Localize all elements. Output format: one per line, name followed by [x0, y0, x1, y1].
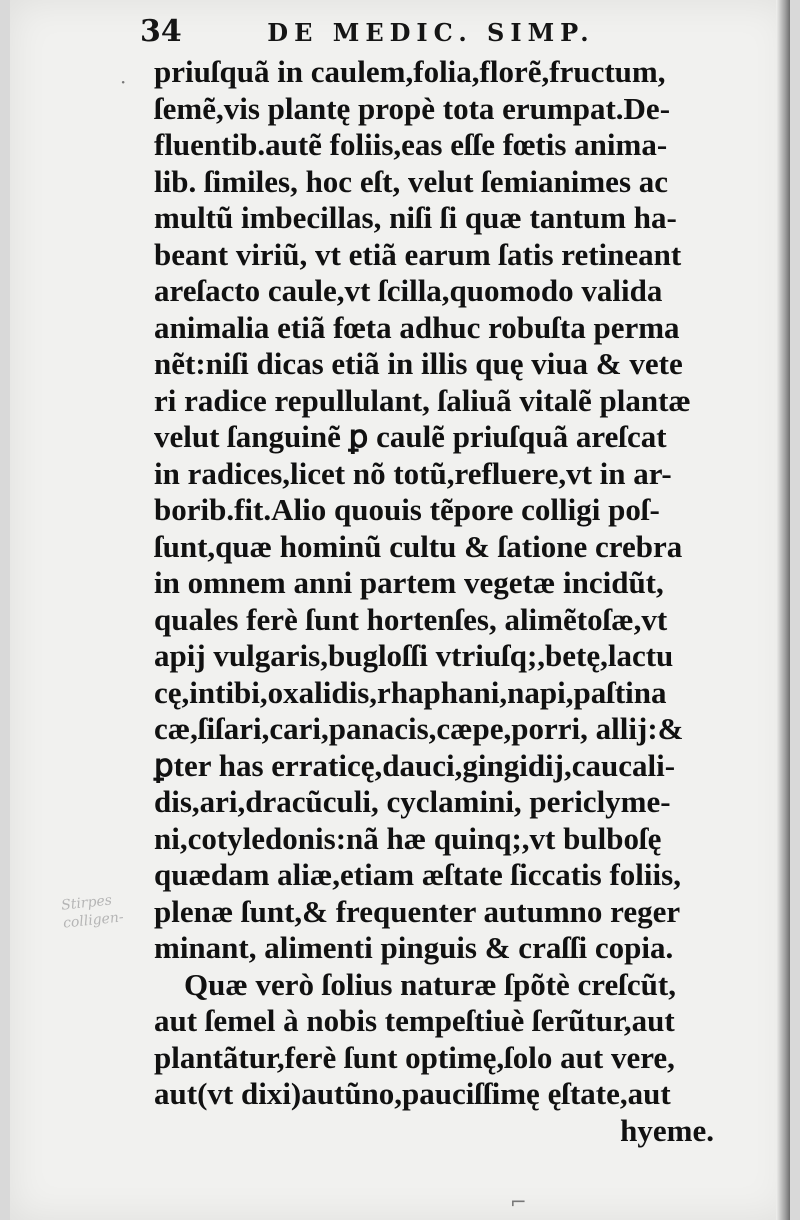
book-page — [10, 0, 790, 1220]
text-line: ſemẽ,vis plantę propè tota erumpat.De- — [154, 90, 671, 126]
text-line: multũ imbecillas, niſi ſi quæ tantum ha- — [154, 200, 677, 235]
text-line: ri radice repullulant, ſaliuã vitalẽ plantæ — [154, 382, 691, 418]
text-line: priuſquã in caulem,folia,florẽ,fructum, — [154, 54, 666, 89]
running-title: DE MEDIC. SIMP. — [267, 18, 595, 47]
running-head — [140, 14, 595, 49]
text-line-final: hyeme. — [620, 1112, 714, 1148]
text-line: fluentib.autẽ foliis,eas eſſe fœtis anima- — [154, 127, 668, 162]
text-line: plantãtur,ferè ſunt optimę,ſolo aut vere, — [154, 1039, 675, 1075]
text-line: nẽt:niſi dicas etiã in illis quę viua & vete — [154, 346, 683, 381]
text-line: borib.fit.Alio quouis tẽpore colligi poſ- — [154, 492, 660, 527]
text-line: cę,intibi,oxalidis,rhaphani,napi,paſtina — [154, 674, 667, 710]
text-line: beant viriũ, vt etiã earum ſatis retineant — [154, 236, 682, 272]
text-line: areſacto caule,vt ſcilla,quomodo valida — [154, 273, 663, 308]
text-line: aut(vt dixi)autũno,pauciſſimę ęſtate,aut — [154, 1076, 671, 1111]
text-line: ꝑter has erraticę,dauci,gingidij,caucali- — [154, 747, 676, 783]
page-number: 34 — [140, 14, 182, 49]
ink-mark: · — [120, 70, 127, 94]
text-line: in radices,licet nõ totũ,refluere,vt in ar- — [154, 455, 672, 491]
text-line: ni,cotyledonis:nã hæ quinq;,vt bulboſę — [154, 820, 662, 856]
text-line: aut ſemel à nobis tempeſtiuè ſerũtur,aut — [154, 1003, 675, 1038]
text-line: dis,ari,dracũculi, cyclamini, periclyme- — [154, 784, 671, 819]
margin-note: Stirpes colligen- — [60, 892, 125, 932]
text-line: velut ſanguinẽ ꝑ caulẽ priuſquã areſcat — [154, 419, 667, 454]
text-line: cæ,ſiſari,cari,panacis,cæpe,porri, allij:& — [154, 711, 684, 746]
text-line: quædam aliæ,etiam æſtate ſiccatis foliis, — [154, 857, 681, 892]
text-line: in omnem anni partem vegetæ incidũt, — [154, 565, 664, 600]
page-gutter-shadow — [776, 0, 790, 1220]
text-line: animalia etiã fœta adhuc robuſta perma — [154, 309, 680, 345]
text-line: minant, alimenti pinguis & craſſi copia. — [154, 930, 674, 965]
text-line: ſunt,quæ hominũ cultu & ſatione crebra — [154, 528, 683, 564]
text-line-paragraph-start: Quæ verò ſolius naturæ ſpõtè creſcũt, — [184, 966, 676, 1002]
ink-mark: ⌐ — [510, 1190, 527, 1214]
text-line: plenæ ſunt,& frequenter autumno reger — [154, 893, 681, 929]
text-block — [154, 54, 744, 1149]
text-line: lib. ſimiles, hoc eſt, velut ſemianimes ac — [154, 163, 669, 199]
text-line: apij vulgaris,bugloſſi vtriuſq;,betę,lactu — [154, 638, 674, 673]
text-line: quales ferè ſunt hortenſes, alimẽtoſæ,vt — [154, 601, 668, 637]
